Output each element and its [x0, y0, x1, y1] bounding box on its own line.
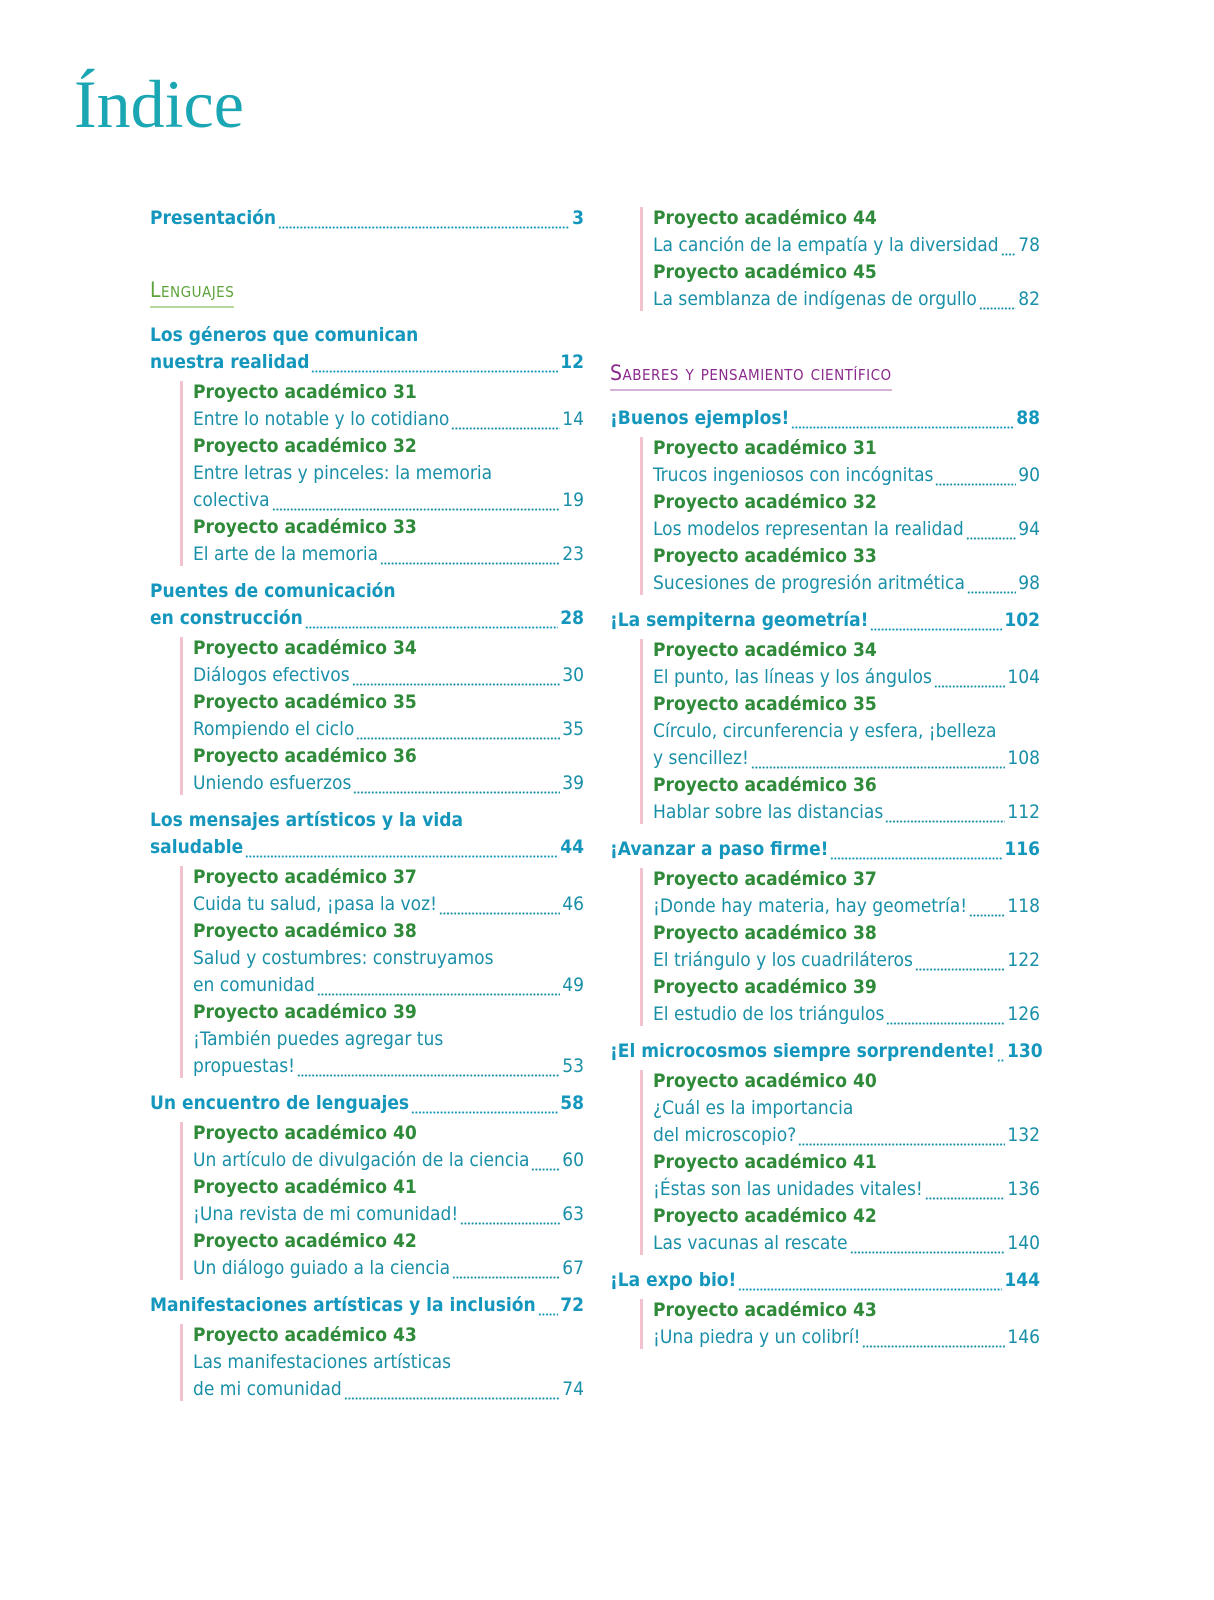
entry-title: Entre lo notable y lo cotidiano — [193, 408, 450, 430]
dot-leader — [791, 405, 1014, 432]
page-number: 122 — [1007, 949, 1040, 971]
entry-title-line: Entre letras y pinceles: la memoria — [193, 462, 493, 484]
project-label: Proyecto académico 38 — [193, 920, 417, 942]
toc-subentries — [653, 1068, 1040, 1257]
toc-entry-row[interactable] — [150, 1292, 584, 1319]
toc-group — [610, 1038, 1043, 1257]
page-number: 67 — [562, 1257, 584, 1279]
toc-subentry[interactable] — [653, 745, 1040, 772]
page-number: 23 — [562, 543, 584, 565]
dot-leader — [886, 1001, 1005, 1028]
entry-title: colectiva — [193, 489, 270, 511]
dot-leader — [885, 799, 1005, 826]
dot-leader — [925, 1176, 1006, 1203]
project-label: Proyecto académico 37 — [653, 868, 877, 890]
page-number: 44 — [560, 836, 584, 858]
entry-title-line: Círculo, circunferencia y esfera, ¡belleza — [653, 720, 997, 742]
entry-title: Trucos ingeniosos con incógnitas — [653, 464, 934, 486]
toc-entry-row[interactable] — [150, 1090, 584, 1117]
dot-leader — [353, 770, 560, 797]
page-number: 14 — [562, 408, 584, 430]
toc-entry — [150, 578, 584, 632]
page-number: 35 — [562, 718, 584, 740]
dot-leader — [452, 1255, 560, 1282]
project-label: Proyecto académico 39 — [193, 1001, 417, 1023]
toc-entry-row[interactable] — [610, 836, 1040, 863]
project-label: Proyecto académico 40 — [653, 1070, 877, 1092]
dot-leader — [969, 893, 1005, 920]
dot-leader — [352, 662, 561, 689]
toc-group — [150, 1090, 584, 1282]
dot-leader — [915, 947, 1005, 974]
page-number: 30 — [562, 664, 584, 686]
entry-title: Un diálogo guiado a la ciencia — [193, 1257, 451, 1279]
dot-leader — [738, 1267, 1002, 1294]
toc-subentry[interactable] — [193, 541, 584, 568]
project-label: Proyecto académico 34 — [653, 639, 877, 661]
entry-title: ¡La expo bio! — [610, 1269, 737, 1291]
entry-title: ¡Buenos ejemplos! — [610, 407, 790, 429]
page-number: 144 — [1004, 1269, 1040, 1291]
toc-subentry[interactable] — [653, 799, 1040, 826]
entry-title-line: Salud y costumbres: construyamos — [193, 947, 494, 969]
toc-group — [150, 1292, 584, 1403]
dot-leader — [245, 834, 558, 861]
toc-left-column — [150, 205, 584, 1413]
toc-entry — [150, 1090, 584, 1117]
toc-subentry[interactable] — [193, 716, 584, 743]
entry-title-line: Los mensajes artísticos y la vida — [150, 809, 464, 831]
project-label: Proyecto académico 43 — [193, 1324, 417, 1346]
project-label: Proyecto académico 33 — [193, 516, 417, 538]
toc-subentry[interactable] — [193, 1201, 584, 1228]
page-number: 102 — [1004, 609, 1040, 631]
toc-entry — [610, 1267, 1040, 1294]
page-number: 39 — [562, 772, 584, 794]
toc-subentry[interactable] — [653, 947, 1040, 974]
toc-group — [150, 578, 584, 797]
toc-subentry[interactable] — [193, 1255, 584, 1282]
entry-title: Uniendo esfuerzos — [193, 772, 352, 794]
dot-leader — [380, 541, 560, 568]
dot-leader — [317, 972, 560, 999]
dot-leader — [979, 286, 1016, 313]
page-number: 53 — [562, 1055, 584, 1077]
project-label: Proyecto académico 41 — [193, 1176, 417, 1198]
toc-subentry[interactable] — [653, 462, 1040, 489]
entry-title: ¡Éstas son las unidades vitales! — [653, 1178, 923, 1200]
toc-entry — [610, 1038, 1043, 1065]
dot-leader — [966, 516, 1017, 543]
toc-group — [610, 405, 1040, 597]
project-label: Proyecto académico 32 — [193, 435, 417, 457]
toc-subentries — [193, 635, 584, 797]
toc-group — [150, 322, 584, 568]
toc-subentry[interactable] — [653, 893, 1040, 920]
entry-title: Las vacunas al rescate — [653, 1232, 848, 1254]
toc-subentries — [653, 866, 1040, 1028]
project-label: Proyecto académico 31 — [193, 381, 417, 403]
project-label: Proyecto académico 34 — [193, 637, 417, 659]
entry-title: en construcción — [150, 607, 303, 629]
entry-title: La canción de la empatía y la diversidad — [653, 234, 999, 256]
entry-title: Un artículo de divulgación de la ciencia — [193, 1149, 530, 1171]
dot-leader — [344, 1376, 561, 1403]
toc-right-column — [610, 205, 1043, 1361]
dot-leader — [934, 664, 1005, 691]
toc-subentry[interactable] — [193, 662, 584, 689]
entry-title: nuestra realidad — [150, 351, 310, 373]
toc-group — [610, 1267, 1040, 1351]
entry-title: Rompiendo el ciclo — [193, 718, 355, 740]
project-label: Proyecto académico 33 — [653, 545, 877, 567]
toc-entry — [610, 607, 1040, 634]
page-number: 140 — [1007, 1232, 1040, 1254]
dot-leader — [798, 1122, 1005, 1149]
page-number: 94 — [1018, 518, 1040, 540]
page-number: 82 — [1018, 288, 1040, 310]
entry-title: Diálogos efectivos — [193, 664, 350, 686]
dot-leader — [862, 1324, 1005, 1351]
dot-leader — [935, 462, 1016, 489]
dot-leader — [411, 1090, 558, 1117]
dot-leader — [870, 607, 1002, 634]
project-label: Proyecto académico 45 — [653, 261, 877, 283]
project-label: Proyecto académico 36 — [653, 774, 877, 796]
entry-title: Manifestaciones artísticas y la inclusión — [150, 1294, 536, 1316]
toc-subentry[interactable] — [653, 1001, 1040, 1028]
dot-leader — [997, 1038, 1005, 1065]
page-number: 126 — [1007, 1003, 1040, 1025]
toc-subentries — [653, 1297, 1040, 1351]
toc-entry-row[interactable] — [150, 349, 584, 376]
entry-title: El triángulo y los cuadriláteros — [653, 949, 913, 971]
dot-leader — [531, 1147, 560, 1174]
project-label: Proyecto académico 38 — [653, 922, 877, 944]
page-number: 60 — [562, 1149, 584, 1171]
project-label: Proyecto académico 37 — [193, 866, 417, 888]
toc-entry-row[interactable] — [610, 1267, 1040, 1294]
toc-entry-presentation[interactable] — [150, 205, 584, 232]
page-title: Índice — [74, 66, 244, 142]
entry-title-line: Los géneros que comunican — [150, 324, 419, 346]
toc-group — [610, 836, 1040, 1028]
entry-title: ¡La sempiterna geometría! — [610, 609, 869, 631]
toc-subentry[interactable] — [193, 1053, 584, 1080]
toc-subentry[interactable] — [193, 891, 584, 918]
toc-subentry[interactable] — [653, 664, 1040, 691]
dot-leader — [850, 1230, 1006, 1257]
toc-entry — [150, 807, 584, 861]
page-number: 108 — [1007, 747, 1040, 769]
toc-subentry[interactable] — [653, 1176, 1040, 1203]
toc-subentry[interactable] — [653, 1122, 1040, 1149]
page-number: 136 — [1007, 1178, 1040, 1200]
entry-title: ¡Una piedra y un colibrí! — [653, 1326, 861, 1348]
page-number: 46 — [562, 893, 584, 915]
page-number: 63 — [562, 1203, 584, 1225]
page-number: 72 — [560, 1294, 584, 1316]
toc-subentry[interactable] — [193, 1147, 584, 1174]
toc-entry-row[interactable] — [150, 605, 584, 632]
toc-subentry[interactable] — [653, 232, 1040, 259]
dot-leader — [439, 891, 560, 918]
project-label: Proyecto académico 35 — [193, 691, 417, 713]
page-number: 58 — [560, 1092, 584, 1114]
entry-title: en comunidad — [193, 974, 315, 996]
toc-group — [610, 607, 1040, 826]
toc-subentry[interactable] — [193, 487, 584, 514]
project-label: Proyecto académico 31 — [653, 437, 877, 459]
page-number: 104 — [1007, 666, 1040, 688]
toc-entry-row[interactable] — [150, 834, 584, 861]
entry-title: propuestas! — [193, 1055, 295, 1077]
entry-title: Los modelos representan la realidad — [653, 518, 964, 540]
page-number: 116 — [1004, 838, 1040, 860]
page-number: 74 — [562, 1378, 584, 1400]
dot-leader — [311, 349, 558, 376]
toc-subentry[interactable] — [193, 406, 584, 433]
dot-leader — [356, 716, 560, 743]
project-label: Proyecto académico 36 — [193, 745, 417, 767]
entry-title: de mi comunidad — [193, 1378, 342, 1400]
toc-entry-row[interactable] — [610, 607, 1040, 634]
dot-leader — [278, 205, 570, 232]
page-number: 28 — [560, 607, 584, 629]
dot-leader — [451, 406, 560, 433]
toc-subentries — [193, 1120, 584, 1282]
toc-subentry[interactable] — [193, 770, 584, 797]
page-number: 130 — [1007, 1040, 1043, 1062]
toc-subentry[interactable] — [193, 1376, 584, 1403]
dot-leader — [272, 487, 561, 514]
entry-title: del microscopio? — [653, 1124, 797, 1146]
project-label: Proyecto académico 43 — [653, 1299, 877, 1321]
page-number: 98 — [1018, 572, 1040, 594]
page-number: 88 — [1016, 407, 1040, 429]
entry-title: y sencillez! — [653, 747, 749, 769]
toc-subentries — [653, 435, 1040, 597]
toc-continued-items — [653, 205, 1040, 313]
page-number: 112 — [1007, 801, 1040, 823]
project-label: Proyecto académico 44 — [653, 207, 877, 229]
toc-subentry[interactable] — [653, 1324, 1040, 1351]
dot-leader — [751, 745, 1006, 772]
page-number: 3 — [572, 207, 584, 229]
page-number: 49 — [562, 974, 584, 996]
page-number: 90 — [1018, 464, 1040, 486]
section-heading-lenguajes: Lenguajes — [150, 278, 234, 308]
entry-title: ¡Donde hay materia, hay geometría! — [653, 895, 968, 917]
project-label: Proyecto académico 42 — [193, 1230, 417, 1252]
project-label: Proyecto académico 39 — [653, 976, 877, 998]
entry-title: Un encuentro de lenguajes — [150, 1092, 410, 1114]
toc-entry — [610, 405, 1040, 432]
entry-title: Cuida tu salud, ¡pasa la voz! — [193, 893, 437, 915]
toc-subentry[interactable] — [193, 972, 584, 999]
project-label: Proyecto académico 40 — [193, 1122, 417, 1144]
entry-title-line: Puentes de comunicación — [150, 580, 396, 602]
entry-title: La semblanza de indígenas de orgullo — [653, 288, 977, 310]
entry-title: ¡El microcosmos siempre sorprendente! — [610, 1040, 996, 1062]
toc-subentry[interactable] — [653, 1230, 1040, 1257]
dot-leader — [305, 605, 558, 632]
page-number: 12 — [560, 351, 584, 373]
toc-section-lenguajes — [150, 322, 584, 1403]
page-number: 78 — [1018, 234, 1040, 256]
page-number: 132 — [1007, 1124, 1040, 1146]
page-number: 118 — [1007, 895, 1040, 917]
project-label: Proyecto académico 41 — [653, 1151, 877, 1173]
dot-leader — [967, 570, 1016, 597]
entry-title: Hablar sobre las distancias — [653, 801, 884, 823]
toc-subentries — [193, 1322, 584, 1403]
toc-subentry[interactable] — [653, 516, 1040, 543]
toc-entry — [150, 322, 584, 376]
entry-title: saludable — [150, 836, 244, 858]
entry-title: ¡Una revista de mi comunidad! — [193, 1203, 459, 1225]
page-number: 19 — [562, 489, 584, 511]
project-label: Proyecto académico 42 — [653, 1205, 877, 1227]
entry-title: Sucesiones de progresión aritmética — [653, 572, 965, 594]
dot-leader — [830, 836, 1002, 863]
toc-entry — [610, 836, 1040, 863]
toc-group — [150, 807, 584, 1080]
entry-title: El estudio de los triángulos — [653, 1003, 885, 1025]
toc-subentries — [193, 379, 584, 568]
entry-title: Presentación — [150, 207, 277, 229]
entry-title-line: ¡También puedes agregar tus — [193, 1028, 444, 1050]
entry-title: El punto, las líneas y los ángulos — [653, 666, 932, 688]
toc-subentries — [653, 637, 1040, 826]
entry-title: ¡Avanzar a paso firme! — [610, 838, 829, 860]
section-heading-saberes: Saberes y pensamiento científico — [610, 361, 892, 391]
toc-subentries — [193, 864, 584, 1080]
toc-entry-row[interactable] — [610, 405, 1040, 432]
toc-entry-row[interactable] — [610, 1038, 1043, 1065]
project-label: Proyecto académico 32 — [653, 491, 877, 513]
dot-leader — [1001, 232, 1017, 259]
toc-entry — [150, 1292, 584, 1319]
dot-leader — [460, 1201, 560, 1228]
dot-leader — [297, 1053, 560, 1080]
project-label: Proyecto académico 35 — [653, 693, 877, 715]
entry-title: El arte de la memoria — [193, 543, 379, 565]
toc-section-saberes — [610, 405, 1043, 1351]
toc-subentry[interactable] — [653, 570, 1040, 597]
dot-leader — [538, 1292, 559, 1319]
entry-title-line: Las manifestaciones artísticas — [193, 1351, 452, 1373]
toc-subentry[interactable] — [653, 286, 1040, 313]
entry-title-line: ¿Cuál es la importancia — [653, 1097, 854, 1119]
page-number: 146 — [1007, 1326, 1040, 1348]
